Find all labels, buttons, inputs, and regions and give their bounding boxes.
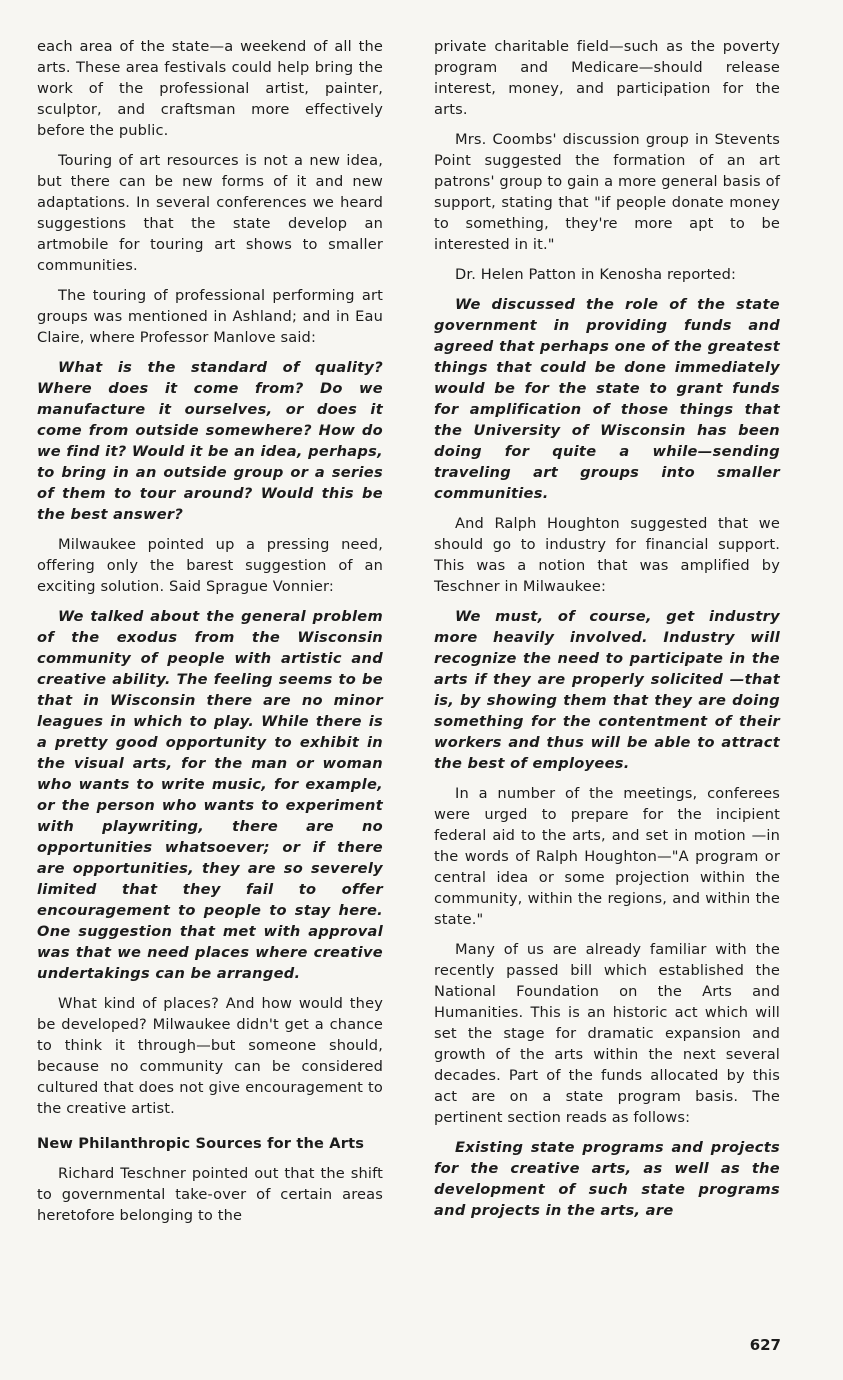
block-quote: What is the standard of quality? Where does it come from? Do we manufacture it ourselves, or does it come from outside somewhere? How do we find it? Would it be an idea, perhaps, to bring in an outside group or a series of them to tour around? Would this be the best answer? <box>37 359 383 523</box>
paragraph: What kind of places? And how would they be developed? Milwaukee didn't get a chance to think it through—but someone should, because no community can be considered cultured that does not give encouragement to the creative artist. <box>37 995 383 1117</box>
page-number: 627 <box>749 1336 781 1354</box>
paragraph: Milwaukee pointed up a pressing need, offering only the barest suggestion of an exciting solution. Said Sprague Vonnier: <box>37 536 383 595</box>
paragraph: Dr. Helen Patton in Kenosha reported: <box>455 266 737 283</box>
paragraph: private charitable field—such as the poverty program and Medicare—should release interest, money, and participation for the arts. <box>434 38 780 118</box>
paragraph: Many of us are already familiar with the recently passed bill which established the National Foundation on the Arts and Humanities. This is an historic act which will set the stage for dramatic expansion and growth of the arts within the next several decades. Part of the funds allocated by this act are on a state program basis. The pertinent section reads as follows: <box>434 941 780 1126</box>
paragraph: Richard Teschner pointed out that the shift to governmental take-over of certain areas heretofore belonging to the <box>37 1165 383 1224</box>
block-quote: We discussed the role of the state government in providing funds and agreed that perhaps one of the greatest things that could be done immediately would be for the state to grant funds for amplification of those things that the University of Wisconsin has been doing for quite a while—sending traveling art groups into smaller communities. <box>434 296 780 502</box>
block-quote: Existing state programs and projects for the creative arts, as well as the development of such state programs and projects in the arts, are <box>434 1139 780 1219</box>
section-heading: New Philanthropic Sources for the Arts <box>37 1135 365 1152</box>
left-column <box>37 36 383 1235</box>
block-quote: We talked about the general problem of the exodus from the Wisconsin community of people with artistic and creative ability. The feeling seems to be that in Wisconsin there are no minor leagues in which to play. While there is a pretty good opportunity to exhibit in the visual arts, for the man or woman who wants to write music, for example, or the person who wants to experiment with playwriting, there are no opportunities whatsoever; or if there are opportunities, they are so severely limited that they fail to offer encouragement to people to stay here. One suggestion that met with approval was that we need places where creative undertakings can be arranged. <box>37 608 383 982</box>
paragraph: Mrs. Coombs' discussion group in Stevents Point suggested the formation of an art patrons' group to gain a more general basis of support, stating that "if people donate money to something, they're more apt to be interested in it." <box>434 131 780 253</box>
paragraph: In a number of the meetings, conferees were urged to prepare for the incipient federal aid to the arts, and set in motion —in the words of Ralph Houghton—"A program or central idea or some projection within the community, within the regions, and within the state." <box>434 785 780 928</box>
paragraph: And Ralph Houghton suggested that we should go to industry for financial support. This was a notion that was amplified by Teschner in Milwaukee: <box>434 515 780 595</box>
paragraph: Touring of art resources is not a new idea, but there can be new forms of it and new adaptations. In several conferences we heard suggestions that the state develop an artmobile for touring art shows to smaller communities. <box>37 152 383 274</box>
right-column <box>434 36 780 1230</box>
paragraph: The touring of professional performing art groups was mentioned in Ashland; and in Eau Claire, where Professor Manlove said: <box>37 287 383 346</box>
paragraph: each area of the state—a weekend of all the arts. These area festivals could help bring the work of the professional artist, painter, sculptor, and craftsman more effectively before the public. <box>37 38 383 139</box>
block-quote: We must, of course, get industry more heavily involved. Industry will recognize the need to participate in the arts if they are properly solicited —that is, by showing them that they are doing something for the contentment of their workers and thus will be able to attract the best of employees. <box>434 608 780 772</box>
